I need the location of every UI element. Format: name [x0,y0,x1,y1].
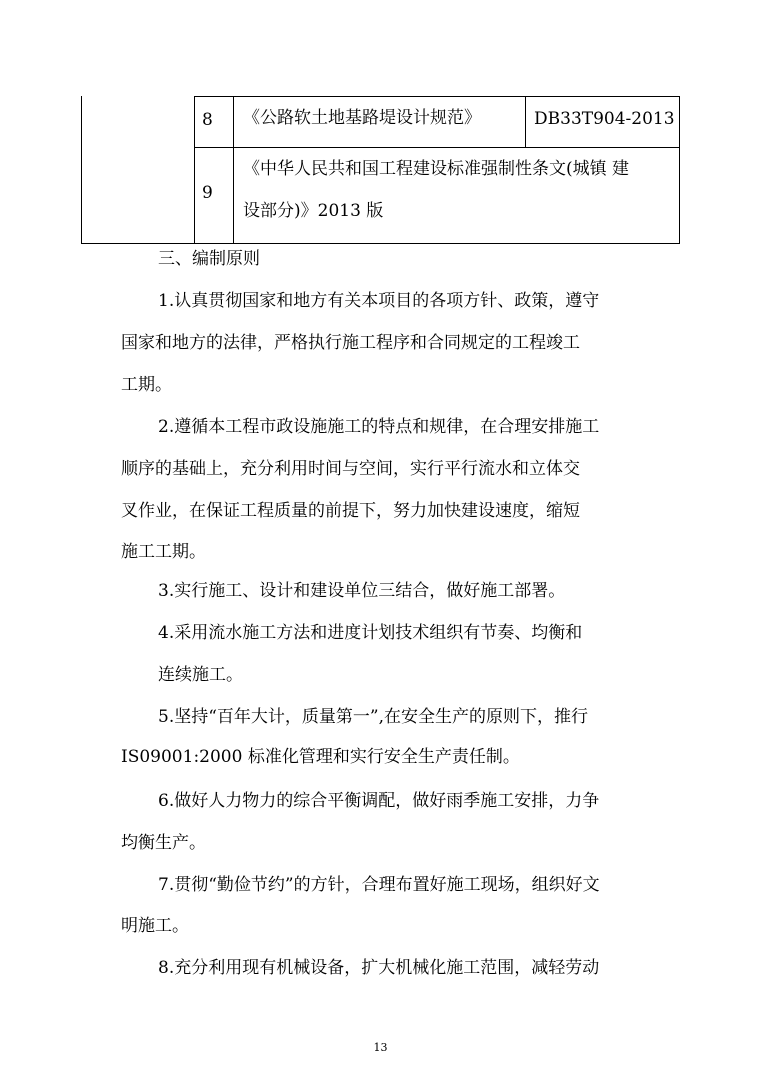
table-col-divider-1 [194,96,195,244]
paragraph-line: 国家和地方的法律，严格执行施工程序和合同规定的工程竣工 [121,333,580,353]
paragraph-line: 8.充分利用现有机械设备，扩大机械化施工范围，减轻劳动 [158,958,600,978]
row-8-number: 8 [202,110,213,130]
paragraph-line: 6.做好人力物力的综合平衡调配，做好雨季施工安排，力争 [158,791,600,811]
standards-table [81,96,680,244]
paragraph-line: 工期。 [121,375,172,395]
table-left-border [81,96,82,244]
paragraph-line: 4.采用流水施工方法和进度计划技术组织有节奏、均衡和 [158,623,583,643]
paragraph-line: 1.认真贯彻国家和地方有关本项目的各项方针、政策，遵守 [158,291,600,311]
row-9-title-line-2: 设部分)》2013 版 [243,201,384,221]
row-9-title-line-1: 《中华人民共和国工程建设标准强制性条文(城镇 建 [243,159,630,179]
row-8-code: DB33T904-2013 [534,109,675,129]
table-top-border [194,96,680,97]
paragraph-line: 施工工期。 [121,542,206,562]
paragraph-line: 连续施工。 [158,665,243,685]
table-bottom-border [81,243,680,244]
section-heading: 三、编制原则 [158,249,260,269]
paragraph-line: 2.遵循本工程市政设施施工的特点和规律，在合理安排施工 [158,417,600,437]
paragraph-line: 顺序的基础上，充分利用时间与空间，实行平行流水和立体交 [121,459,580,479]
row-9-number: 9 [202,183,213,203]
table-row-divider [194,147,680,148]
paragraph-line: 5.坚持“百年大计，质量第一”,在安全生产的原则下，推行 [158,707,589,727]
paragraph-line: 7.贯彻“勤俭节约”的方针，合理布置好施工现场，组织好文 [158,875,600,895]
row-8-title: 《公路软土地基路堤设计规范》 [243,108,481,128]
page-number: 13 [373,1041,388,1054]
paragraph-line: 3.实行施工、设计和建设单位三结合，做好施工部署。 [158,581,566,601]
paragraph-line: 明施工。 [121,916,189,936]
table-col-divider-2 [233,96,234,244]
paragraph-line: 均衡生产。 [121,833,206,853]
table-col-divider-3 [525,96,526,148]
table-right-border [679,96,680,244]
paragraph-line: 叉作业，在保证工程质量的前提下，努力加快建设速度，缩短 [121,501,580,521]
paragraph-line: IS09001:2000 标准化管理和实行安全生产责任制。 [121,747,520,767]
